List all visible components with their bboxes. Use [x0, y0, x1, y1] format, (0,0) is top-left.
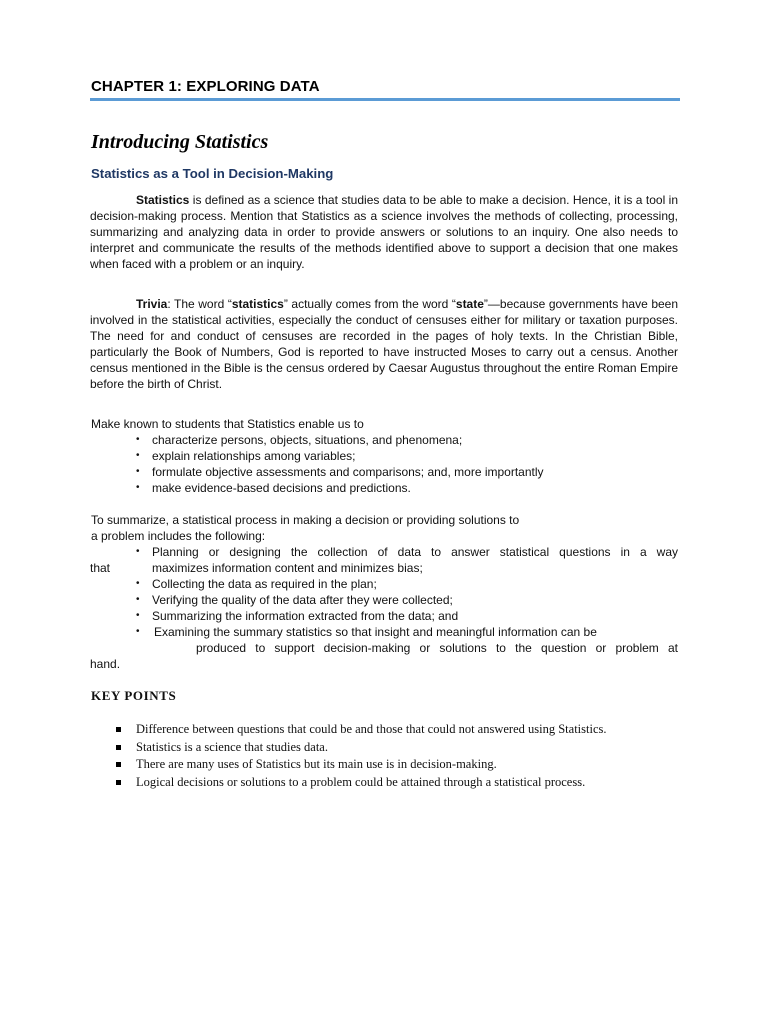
list-item: Difference between questions that could be and those that could not answered using Statistics. [110, 721, 680, 739]
list-item: Logical decisions or solutions to a problem could be attained through a statistical process. [110, 774, 680, 792]
list-item-continuation [90, 560, 678, 576]
process-item-5-line-2: produced to support decision-making or solutions to the question or problem at [196, 641, 678, 655]
list-item [90, 608, 678, 624]
list-item: • formulate objective assessments and comparisons; and, more importantly [136, 464, 676, 480]
trivia-text-2: ” actually comes from the word “ [283, 297, 456, 311]
key-points-list [110, 721, 680, 791]
bullet-icon: • [136, 594, 140, 605]
list-item: There are many uses of Statistics but its main use is in decision-making. [110, 756, 680, 774]
process-item-5-line-3: hand. [90, 657, 121, 671]
section-title: Introducing Statistics [91, 131, 269, 153]
bullet-icon: • [136, 578, 140, 589]
bullet-icon: • [136, 610, 140, 621]
uses-lead: Make known to students that Statistics enable us to [91, 417, 364, 431]
list-item [90, 576, 678, 592]
process-item-3: Verifying the quality of the data after they were collected; [152, 593, 453, 607]
definition-term: Statistics [136, 193, 190, 207]
list-item-continuation [90, 640, 678, 656]
trivia-word-state: state [455, 297, 484, 311]
process-lead-line-2: a problem includes the following: [91, 529, 266, 543]
process-list [90, 544, 678, 672]
chapter-title: CHAPTER 1: EXPLORING DATA [91, 78, 320, 95]
process-item-1-line-1: Planning or designing the collection of data to answer statistical questions in a way [152, 545, 678, 559]
list-item [90, 592, 678, 608]
uses-list [136, 432, 676, 496]
list-item [90, 624, 678, 640]
definition-paragraph [90, 192, 678, 272]
list-item: • explain relationships among variables; [136, 448, 676, 464]
process-lead-line-1: To summarize, a statistical process in making a decision or providing solutions to [91, 513, 520, 527]
chapter-rule [90, 98, 680, 101]
trivia-word-statistics: statistics [231, 297, 284, 311]
list-item: • characterize persons, objects, situations, and phenomena; [136, 432, 676, 448]
trivia-label: Trivia [136, 297, 168, 311]
trivia-paragraph [90, 296, 678, 392]
bullet-icon: • [136, 626, 140, 637]
bullet-icon: • [136, 546, 140, 557]
process-item-1-line-2: maximizes information content and minimizes bias; [152, 561, 423, 575]
process-item-5-line-1: Examining the summary statistics so that insight and meaningful information can be [154, 625, 597, 639]
process-lead [91, 512, 519, 544]
trivia-text-3: ”—because governments have been involved in the statistical activities, especially the conduct of censuses either for military or taxation purposes. The need for and conduct of censuses are recorded in the pages of holy texts. In the Christian Bible, particularly the Book of Numbers, God is reported to have instructed Moses to carry out a census. Another census mentioned in the Bible is the census ordered by Caesar Augustus throughout the entire Roman Empire before the birth of Christ. [90, 297, 679, 391]
list-item [90, 544, 678, 560]
list-item: • make evidence-based decisions and predictions. [136, 480, 676, 496]
trivia-text-1: : The word “ [167, 297, 232, 311]
key-points-title: KEY POINTS [91, 688, 177, 703]
process-item-4: Summarizing the information extracted from the data; and [152, 609, 459, 623]
list-item: Statistics is a science that studies data. [110, 739, 680, 757]
definition-text: is defined as a science that studies data to be able to make a decision. Hence, it is a tool in decision-making process. Mention that Statistics as a science involves the methods of collecting, processing, summarizing and analyzing data in order to provide answers or solutions to an inquiry. One also needs to interpret and communicate the results of the methods identified above to support a decision that one makes when faced with a problem or an inquiry. [90, 193, 678, 271]
process-item-1-wrap-lead: that [90, 561, 111, 575]
list-item-continuation [90, 656, 678, 672]
process-item-2: Collecting the data as required in the plan; [152, 577, 377, 591]
subsection-title: Statistics as a Tool in Decision-Making [91, 166, 334, 181]
